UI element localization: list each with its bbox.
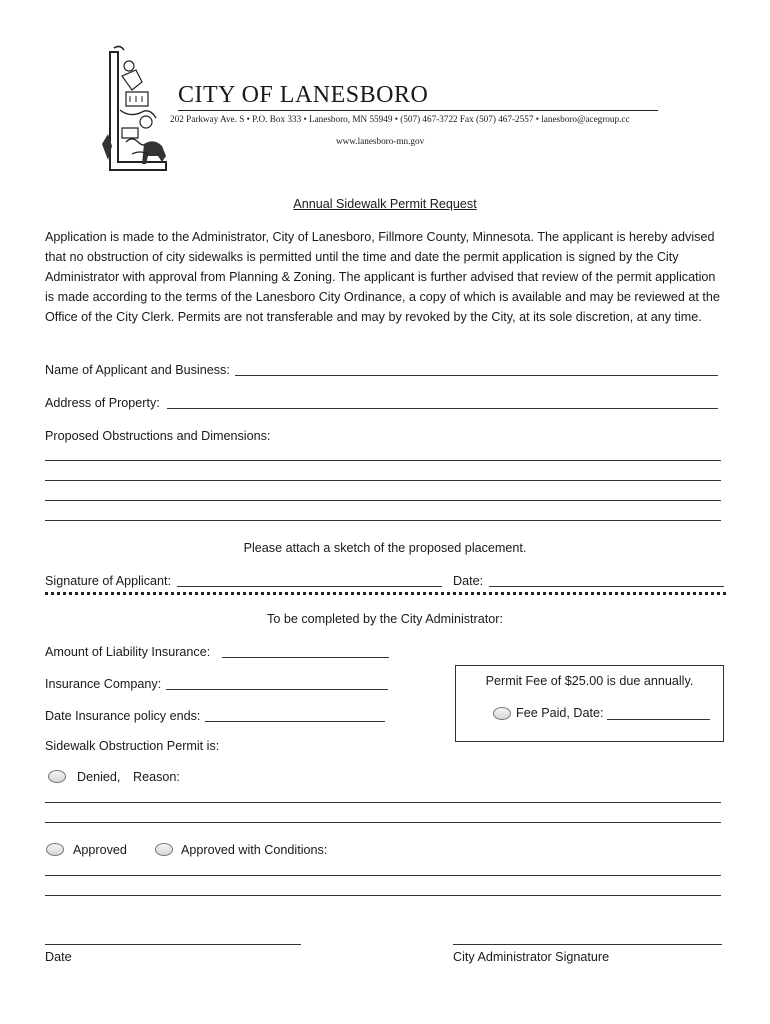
- form-title: Annual Sidewalk Permit Request: [293, 197, 477, 211]
- admin-heading: To be completed by the City Administrator:: [267, 612, 503, 626]
- policy-end-label: Date Insurance policy ends:: [45, 709, 201, 723]
- letterhead-website: www.lanesboro-mn.gov: [336, 136, 425, 146]
- liability-field[interactable]: [222, 657, 389, 658]
- city-name: CITY OF LANESBORO: [178, 82, 429, 108]
- admin-signature-field[interactable]: [453, 944, 722, 945]
- signature-field[interactable]: [177, 586, 442, 587]
- sketch-note: Please attach a sketch of the proposed placement.: [243, 541, 527, 555]
- letterhead-rule: [178, 110, 658, 111]
- company-field[interactable]: [166, 689, 388, 690]
- approved-conditions-label: Approved with Conditions:: [181, 843, 328, 857]
- fee-paid-label: Fee Paid, Date:: [516, 706, 604, 720]
- footer-date-field[interactable]: [45, 944, 301, 945]
- date-label: Date:: [453, 574, 484, 588]
- approved-radio[interactable]: [46, 843, 64, 856]
- liability-label: Amount of Liability Insurance:: [45, 645, 211, 659]
- fee-box: [455, 665, 724, 742]
- city-logo: [96, 44, 176, 182]
- name-label: Name of Applicant and Business:: [45, 363, 230, 377]
- admin-signature-label: City Administrator Signature: [453, 950, 610, 964]
- date-field[interactable]: [489, 586, 724, 587]
- intro-paragraph: Application is made to the Administrator, City of Lanesboro, Fillmore County, Minnesota. The applicant is hereby advised that no obstruction of city sidewalks is permitted until the time and date the permit application is signed by the City Administrator with approval from Planning & Zoning. The applicant is further advised that review of the permit application is made according to the terms of the Lanesboro City Ordinance, a copy of which is available and may be reviewed at the Office of the City Clerk. Permits are not transferable and may by revoked by the City, at its sole discretion, at any time.: [45, 230, 720, 324]
- conditions-line-2[interactable]: [45, 895, 721, 896]
- obstructions-line-4[interactable]: [45, 520, 721, 521]
- obstructions-line-1[interactable]: [45, 460, 721, 461]
- policy-end-field[interactable]: [205, 721, 385, 722]
- footer-date-label: Date: [45, 950, 72, 964]
- address-field[interactable]: [167, 408, 718, 409]
- reason-line-1[interactable]: [45, 802, 721, 803]
- denied-label: Denied,: [77, 770, 121, 784]
- reason-label: Reason:: [133, 770, 180, 784]
- fee-text: Permit Fee of $25.00 is due annually.: [485, 674, 694, 688]
- address-label: Address of Property:: [45, 396, 160, 410]
- fee-paid-radio[interactable]: [493, 707, 511, 720]
- name-field[interactable]: [235, 375, 718, 376]
- section-separator: [45, 592, 726, 595]
- reason-line-2[interactable]: [45, 822, 721, 823]
- signature-label: Signature of Applicant:: [45, 574, 172, 588]
- obstructions-line-3[interactable]: [45, 500, 721, 501]
- company-label: Insurance Company:: [45, 677, 162, 691]
- letterhead-address: 202 Parkway Ave. S • P.O. Box 333 • Lanesboro, MN 55949 • (507) 467-3722 Fax (507) 467-2557 • lanesboro@acegroup.cc: [170, 114, 630, 124]
- fee-paid-date-field[interactable]: [607, 719, 710, 720]
- denied-radio[interactable]: [48, 770, 66, 783]
- permit-is-label: Sidewalk Obstruction Permit is:: [45, 739, 220, 753]
- approved-label: Approved: [73, 843, 127, 857]
- obstructions-label: Proposed Obstructions and Dimensions:: [45, 429, 271, 443]
- obstructions-line-2[interactable]: [45, 480, 721, 481]
- conditions-line-1[interactable]: [45, 875, 721, 876]
- approved-conditions-radio[interactable]: [155, 843, 173, 856]
